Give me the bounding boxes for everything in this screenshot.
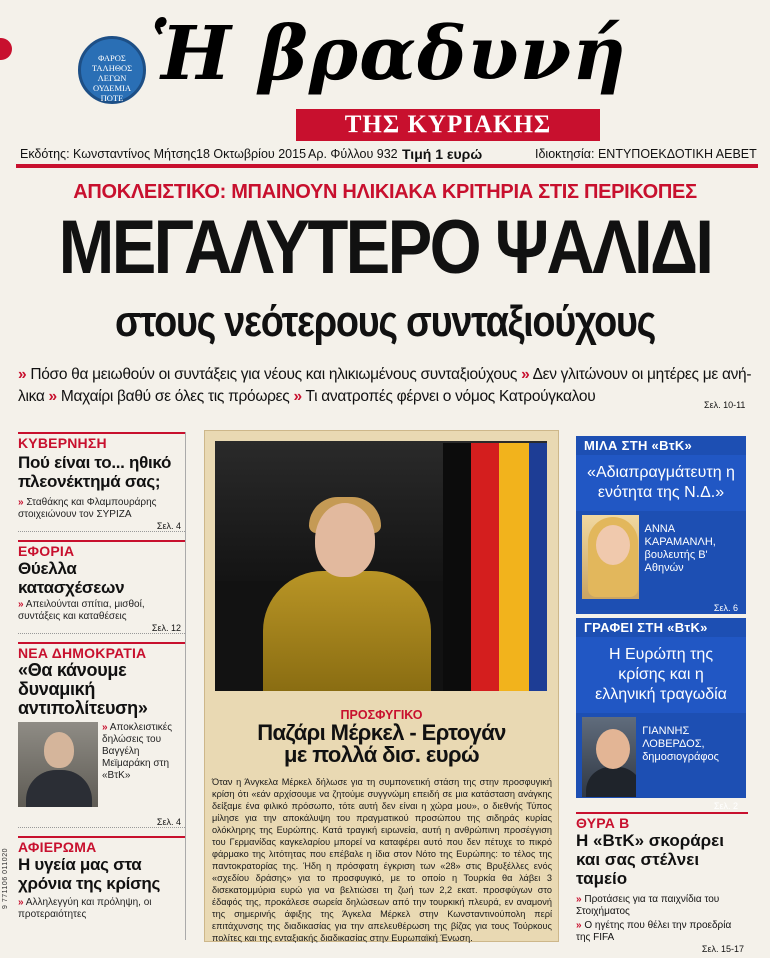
- lead-kicker: ΑΠΟΚΛΕΙΣΤΙΚΟ: ΜΠΑΙΝΟΥΝ ΗΛΙΚΙΑΚΑ ΚΡΙΤΗΡΙΑ ΣΤΙΣ ΠΕΡΙΚΟΠΕΣ: [73, 181, 697, 203]
- bullet-arrow-icon: »: [18, 897, 24, 908]
- story-title-tax[interactable]: Θύελλα κατασχέσεων: [18, 559, 125, 597]
- owner-line: Ιδιοκτησία: ΕΝΤΥΠΟΕΚΔΟΤΙΚΗ ΑΕΒΕΤ: [535, 147, 757, 161]
- interview-box: [576, 436, 746, 614]
- suit-shape: [586, 767, 636, 797]
- story-desc-text: Αποκλειστικές δηλώσεις του Βαγγέλη Μεϊμαράκη στη «ΒτΚ»: [102, 722, 173, 781]
- bullet-arrow-icon: »: [18, 366, 27, 383]
- feature-headline[interactable]: [204, 722, 559, 766]
- author-role: δημοσιογράφος: [642, 751, 719, 763]
- section-head-tribute: ΑΦΙΕΡΩΜΑ: [18, 836, 185, 855]
- eu-flag: [529, 443, 547, 691]
- german-flag-gold: [499, 443, 529, 691]
- meimarakis-photo: [18, 722, 98, 807]
- seal-text: ΦΑΡΟΣ ΤΑΛΗΘΟΣ ΛΕΓΩΝ ΟΥΔΕΜΙΑ ΠΟΤΕ: [91, 53, 133, 103]
- corner-badge: [0, 38, 12, 60]
- author-role: βουλευτής Β' Αθηνών: [644, 549, 708, 574]
- feature-body: Όταν η Άνγκελα Μέρκελ δήλωσε για τη συμπονετική στάση της στην προσφυγική κρίση ότι «εάν αρχίσουμε να ζητούμε συγγνώμη επειδή σε μια κατάσταση ανάγκης δείξαμε ένα φιλικό πρόσωπο, τότε αυτή δεν είναι η χώρα μου», ο διεθνής Τύπος μίλησε για την αποκάλυψη του πραγματικού προσώπου της σιδηράς κυρίας ολόκληρης της Ευρώπης. Κατά τραγική ειρωνεία, αυτή η ανθρώπινη προσέγγιση του Γερμανίδας καγκελαρίου μπορεί να καταφέρει αυτό που δεν πέτυχε το πικρό φάρμακο της λιτότητας που επέβαλε η ίδια στον Νότο της Ευρώπης: το τέλος της παντοκρατορίας της. Ήδη η πρόσφατη έγκριση των «28» στις Βρυξέλλες ενός «σχεδίου δράσης» για το προσφυγικό, με το οποίο η Τουρκία θα λάβει 3 δισεκατομμύρια ευρώ για να βελτιώσει τη ζωή των 2,2 εκατ. προσφύγων στο έδαφός της, προκάλεσε σωρεία δηλώσεων από την τουρκική πλευρά, εν αναμονή της σημερινής άφιξης της Άγκελα Μέρκελ στην Κωνσταντινούπολη περί επιτάχυνσης της διαδικασίας για την απελευθέρωση της βίζας για τους Τούρκους πολίτες και της ενταξιακής διαδικασίας στην Ευρωπαϊκή Ένωση.: [212, 777, 552, 943]
- interview-box-head: ΜΙΛΑ ΣΤΗ «ΒτΚ»: [576, 436, 746, 455]
- lead-subheadline: στους νεότερους συνταξιούχους: [114, 297, 656, 346]
- story-desc-text: Σταθάκης και Φλαμπουράρης στοιχειώνουν τον ΣΥΡΙΖΑ: [18, 497, 157, 520]
- page-ref: Σελ. 6: [713, 603, 738, 613]
- masthead-rule: [16, 164, 758, 168]
- issue-price: Τιμή 1 ευρώ: [402, 146, 483, 162]
- column-title-area: [576, 637, 746, 713]
- column-box: [576, 618, 746, 811]
- feature-headline-line-2: με πολλά δισ. ευρώ: [284, 742, 479, 767]
- interview-quote[interactable]: «Αδιαπραγμάτευτη η ενότητα της Ν.Δ.»: [587, 464, 735, 501]
- story-title-nd[interactable]: «Θα κάνουμε δυναμική αντιπολίτευση»: [18, 660, 148, 718]
- face-shape: [44, 732, 74, 768]
- face-shape: [315, 503, 375, 577]
- bullet-arrow-icon: »: [18, 497, 24, 508]
- author-name: ΑΝΝΑ ΚΑΡΑΜΑΝΛΗ,: [644, 523, 716, 548]
- story-title-government[interactable]: Πού είναι το... ηθικό πλεονέκτημά σας;: [18, 453, 172, 491]
- publisher-line: Εκδότης: Κωνσταντίνος Μήτσης: [20, 147, 197, 161]
- section-head-government: ΚΥΒΕΡΝΗΣΗ: [18, 432, 185, 451]
- lead-bullet: Πόσο θα μειωθούν οι συντάξεις για νέους και ηλικιωμένους συνταξιούχους: [30, 366, 518, 383]
- sports-title[interactable]: Η «ΒτΚ» σκοράρει και σας στέλνει ταμείο: [576, 831, 724, 888]
- page-ref: Σελ. 12: [18, 623, 185, 634]
- story-desc-tax: [18, 599, 185, 623]
- bullet-arrow-icon: »: [521, 366, 530, 383]
- bullet-arrow-icon: »: [102, 722, 108, 733]
- section-head-tax: ΕΦΟΡΙΑ: [18, 540, 185, 559]
- masthead-seal-logo: [78, 36, 146, 104]
- lead-bullets: [18, 364, 754, 408]
- page-ref: Σελ. 2: [713, 801, 738, 811]
- column-author: [576, 713, 746, 801]
- page-ref: Σελ. 4: [18, 817, 185, 828]
- lead-bullet-row-1: [18, 364, 754, 386]
- newspaper-title: Ἡ βραδυνή: [150, 11, 627, 97]
- section-head-sports: ΘΥΡΑ Β: [576, 812, 748, 831]
- author-info: [645, 515, 740, 599]
- lead-headline: ΜΕΓΑΛΥΤΕΡΟ ΨΑΛΙΔΙ: [58, 205, 712, 290]
- column-box-head: ΓΡΑΦΕΙ ΣΤΗ «ΒτΚ»: [576, 618, 746, 637]
- loverdos-photo: [582, 717, 636, 797]
- interview-quote-area: [576, 455, 746, 511]
- story-desc-tribute: [18, 897, 185, 921]
- merkel-photo: [215, 441, 547, 691]
- story-desc-nd: [102, 722, 184, 807]
- story-title-tribute[interactable]: Η υγεία μας στα χρόνια της κρίσης: [18, 855, 161, 893]
- lead-page-ref: Σελ. 10-11: [704, 400, 746, 410]
- sports-bullet-text: Προτάσεις για τα παιχνίδια του Στοιχήματος: [576, 894, 720, 917]
- face-shape: [596, 525, 630, 565]
- left-column: [18, 432, 186, 940]
- page-ref: Σελ. 4: [18, 521, 185, 532]
- story-desc-text: Αλληλεγγύη και πρόληψη, οι προτεραιότητες: [18, 897, 152, 920]
- german-flag-red: [471, 443, 499, 691]
- story-desc-text: Απειλούνται σπίτια, μισθοί, συντάξεις και καταθέσεις: [18, 599, 145, 622]
- story-desc-government: [18, 497, 185, 521]
- jacket-shape: [263, 571, 431, 691]
- barcode-number: 9 771106 011020: [2, 848, 9, 909]
- page-ref: Σελ. 15-17: [701, 944, 744, 954]
- suit-shape: [26, 770, 92, 807]
- newspaper-subtitle: ΤΗΣ ΚΥΡΙΑΚΗΣ: [296, 109, 600, 141]
- issue-number: Αρ. Φύλλου 932: [308, 147, 398, 161]
- bullet-arrow-icon: »: [18, 599, 24, 610]
- feature-headline-line-1: Παζάρι Μέρκελ - Ερτογάν: [257, 720, 506, 745]
- bullet-arrow-icon: »: [293, 388, 302, 405]
- lead-bullet-row-2: [18, 386, 754, 408]
- lead-bullet: Δεν γλιτώνουν οι μητέρες με ανή-: [532, 366, 752, 383]
- lead-bullet-continued: λικα: [18, 388, 45, 405]
- lead-bullet: Τι ανατροπές φέρνει ο νόμος Κατρούγκαλου: [305, 388, 596, 405]
- author-info: [642, 717, 740, 797]
- interview-author: [576, 511, 746, 603]
- german-flag-black: [443, 443, 471, 691]
- column-title[interactable]: Η Ευρώπη της κρίσης και η ελληνική τραγωδία: [595, 646, 727, 703]
- bullet-arrow-icon: »: [48, 388, 57, 405]
- sports-section: [576, 812, 748, 954]
- nd-story-body: [18, 722, 185, 807]
- section-head-nd: ΝΕΑ ΔΗΜΟΚΡΑΤΙΑ: [18, 642, 185, 661]
- sports-bullet-2: [576, 920, 748, 944]
- sports-bullet-1: [576, 894, 748, 918]
- bullet-arrow-icon: »: [576, 920, 582, 931]
- feature-kicker: ΠΡΟΣΦΥΓΙΚΟ: [340, 708, 423, 722]
- bullet-arrow-icon: »: [576, 894, 582, 905]
- lead-bullet: Μαχαίρι βαθύ σε όλες τις πρόωρες: [60, 388, 290, 405]
- face-shape: [596, 729, 630, 769]
- karamanli-photo: [582, 515, 639, 599]
- author-name: ΓΙΑΝΝΗΣ ΛΟΒΕΡΔΟΣ,: [642, 725, 705, 750]
- issue-date: 18 Οκτωβρίου 2015: [196, 147, 307, 161]
- sports-bullet-text: Ο ηγέτης που θέλει την προεδρία της FIFA: [576, 920, 732, 943]
